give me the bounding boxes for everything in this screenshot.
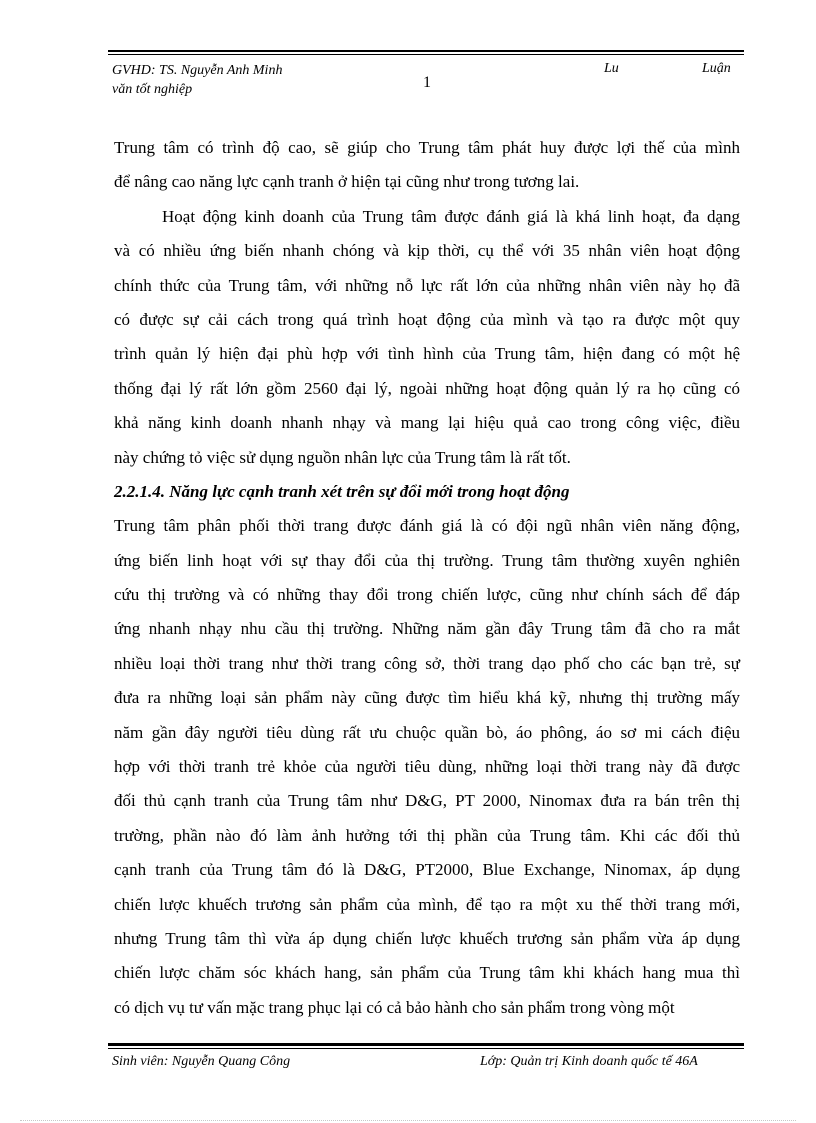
text-line: trường, phần nào đó làm ảnh hưởng tới thị phần của Trung tâm. Khi các đối thủ (114, 825, 740, 845)
text-line: chính thức của Trung tâm, với những nỗ lực rất lớn của những nhân viên này họ đã (114, 275, 740, 295)
text-line: nhiều loại thời trang như thời trang công sở, thời trang dạo phố cho các bạn trẻ, sự (114, 653, 740, 673)
header-rule-thin (108, 54, 744, 55)
text-line: cạnh tranh của Trung tâm đó là D&G, PT2000, Blue Exchange, Ninomax, áp dụng (114, 860, 740, 880)
text-line: ứng nhanh nhạy nhu cầu thị trường. Những năm gần đây Trung tâm đã cho ra mắt (114, 619, 740, 639)
text-line: Trung tâm phân phối thời trang được đánh giá là có đội ngũ nhân viên năng động, (114, 516, 740, 536)
footer-class: Lớp: Quản trị Kinh doanh quốc tế 46A (480, 1054, 698, 1069)
text-line: hợp với thời tranh trẻ khỏe của người tiêu dùng, những loại thời trang này đã được (114, 757, 740, 777)
header-left (112, 61, 282, 99)
text-line: nhưng Trung tâm thì vừa áp dụng chiến lược khuếch trương sản phẩm vừa áp dụng (114, 928, 740, 948)
text-line: cứu thị trường và có những thay đổi trong chiến lược, cũng như chính sách để đáp (114, 585, 740, 605)
header-supervisor: GVHD: TS. Nguyễn Anh Minh (112, 63, 283, 78)
text-line: thống đại lý rất lớn gồm 2560 đại lý, ngoài những hoạt động quản lý ra họ cũng có (114, 378, 740, 398)
text-line: chiến lược chăm sóc khách hang, sản phẩm của Trung tâm khi khách hang mua thì (114, 963, 740, 983)
text-line: năm gần đây người tiêu dùng rất ưu chuộc quần bò, áo phông, áo sơ mi cách điệu (114, 722, 740, 742)
text-line: có dịch vụ tư vấn mặc trang phục lại có cả bảo hành cho sản phẩm trong vòng một (114, 997, 675, 1017)
text-line: có được sự cải cách trong quá trình hoạt động của mình và tạo ra được một quy (114, 309, 740, 329)
text-line: Hoạt động kinh doanh của Trung tâm được đánh giá là khá linh hoạt, đa dạng (162, 206, 740, 226)
text-line: trình quản lý hiện đại phù hợp với tình hình của Trung tâm, hiện đang có một hệ (114, 344, 740, 364)
text-line: Trung tâm có trình độ cao, sẽ giúp cho Trung tâm phát huy được lợi thế của mình (114, 138, 740, 157)
footer-rule-thin (108, 1048, 744, 1049)
text-line: đưa ra những loại sản phẩm này cũng được tìm hiểu khá kỹ, nhưng thị trường mấy (114, 688, 740, 708)
page-edge-divider (20, 1120, 796, 1121)
footer-student: Sinh viên: Nguyễn Quang Công (112, 1054, 291, 1069)
header-right-part1: Lu (604, 61, 619, 76)
text-line: để nâng cao năng lực cạnh tranh ở hiện tại cũng như trong tương lai. (114, 172, 580, 192)
text-line: khả năng kinh doanh nhanh nhạy và mang lại hiệu quả cao trong công việc, điều (114, 413, 740, 433)
header-rule-thick (108, 50, 744, 52)
header-right-part2: Luận (702, 61, 731, 76)
document-body (114, 131, 740, 1025)
text-line: đối thủ cạnh tranh của Trung tâm như D&G, PT 2000, Ninomax đưa ra bán trên thị (114, 791, 740, 811)
header-thesis-tail: văn tốt nghiệp (112, 82, 193, 97)
text-line: ứng biến linh hoạt với sự thay đổi của thị trường. Trung tâm thường xuyên nghiên (114, 550, 740, 570)
text-line: chiến lược khuếch trương sản phẩm của mình, để tạo ra một xu thế thời trang mới, (114, 894, 740, 914)
text-line: và có nhiều ứng biến nhanh chóng và kịp thời, cụ thể với 35 nhân viên hoạt động (114, 241, 740, 261)
footer-rule-thick (108, 1043, 744, 1046)
text-line: này chứng tỏ việc sử dụng nguồn nhân lực của Trung tâm là rất tốt. (114, 447, 571, 467)
page-number: 1 (423, 74, 431, 91)
section-heading: 2.2.1.4. Năng lực cạnh tranh xét trên sự đổi mới trong hoạt động (114, 481, 570, 501)
